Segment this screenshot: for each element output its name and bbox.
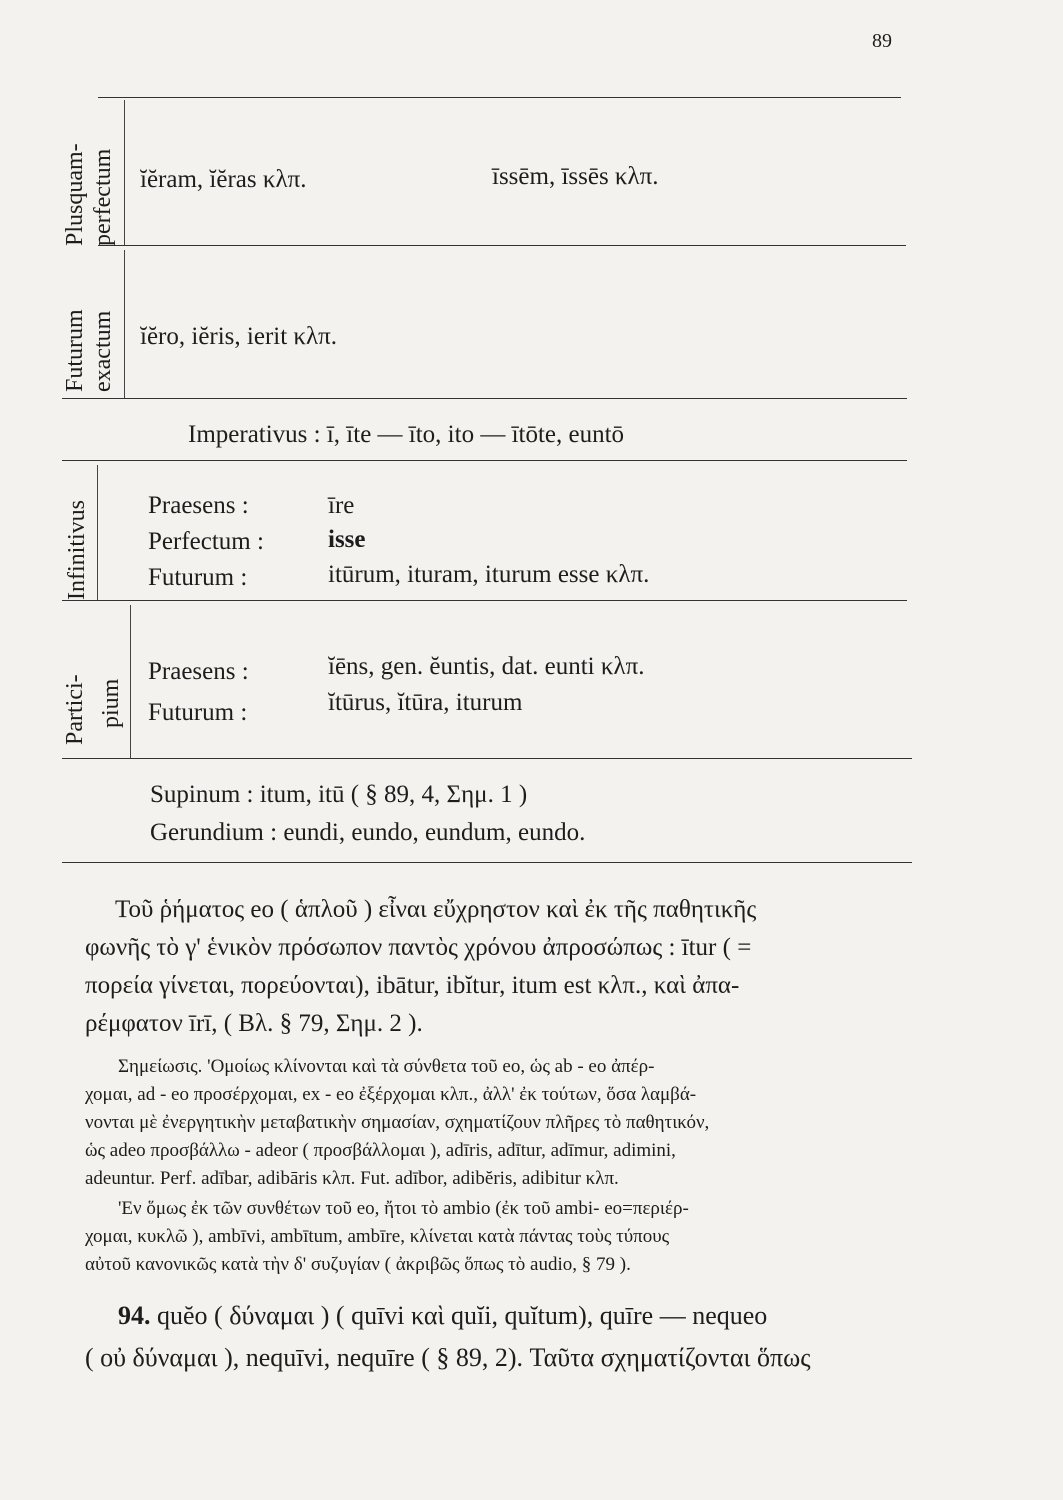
participium-praesens-label: Praesens :: [148, 658, 249, 685]
page-number: 89: [872, 30, 892, 52]
side-label-plusquam-2: perfectum: [90, 148, 116, 246]
section-94-text-1: quĕo ( δύναμαι ) ( quīvi καὶ quĭi, quĭtum), quīre — nequeo: [157, 1301, 768, 1330]
note-line-8: αὐτοῦ κανονικῶς κατὰ τὴν δ' συζυγίαν ( ἀκριβῶς ὅπως τὸ audio, § 79 ).: [85, 1254, 631, 1275]
side-label-futurum-1: Futurum: [62, 309, 88, 392]
rule-after-participium: [62, 758, 912, 759]
table-top-rule: [98, 97, 901, 98]
infinitivus-praesens-label: Praesens :: [148, 492, 249, 519]
rule-after-infinitivus: [62, 600, 907, 601]
side-bar-futurum: [124, 250, 125, 398]
side-bar-plusquam: [124, 100, 125, 245]
section-94-line-2: ( οὐ δύναμαι ), nequīvi, nequīre ( § 89, 2). Ταῦτα σχηματίζονται ὅπως: [85, 1343, 811, 1372]
side-label-participium-1: Partici-: [62, 674, 88, 745]
plusquam-singular: ĭĕram, ĭĕras κλπ.: [140, 166, 307, 193]
paragraph-line-4: ρέμφατον īrī, ( Βλ. § 79, Σημ. 2 ).: [85, 1010, 423, 1037]
side-label-participium-2: pium: [98, 678, 124, 728]
paragraph-line-3: πορεία γίνεται, πορεύονται), ibātur, ibĭtur, itum est κλπ., καὶ ἀπα-: [85, 972, 740, 999]
infinitivus-perfectum-label: Perfectum :: [148, 528, 264, 555]
participium-futurum-value: ĭtūrus, ĭtūra, iturum: [328, 689, 523, 716]
imperativus-line: Imperativus : ī, īte — īto, ito — ītōte, euntō: [188, 421, 625, 448]
note-line-2: χομαι, ad - eo προσέρχομαι, ex - eo ἐξέρχομαι κλπ., ἀλλ' ἐκ τούτων, ὅσα λαμβά-: [85, 1084, 697, 1105]
side-label-infinitivus: Infinitivus: [64, 500, 90, 600]
supinum-line: Supinum : itum, itū ( § 89, 4, Σημ. 1 ): [150, 781, 528, 808]
note-line-6: 'Εν ὅμως ἐκ τῶν συνθέτων τοῦ eo, ἤτοι τὸ ambio (ἐκ τοῦ ambi- eo=περιέρ-: [118, 1198, 689, 1219]
section-94-line-1: [118, 1300, 767, 1332]
plusquam-subjunctive: īssēm, īssēs κλπ.: [492, 163, 659, 190]
futurum-exactum-forms: ĭĕro, iĕris, ierit κλπ.: [140, 323, 338, 350]
note-line-5: adeuntur. Perf. adībar, adibāris κλπ. Fut. adībor, adibĕris, adibitur κλπ.: [85, 1168, 619, 1189]
section-94-number: 94.: [118, 1301, 151, 1330]
rule-after-imperativus: [62, 460, 907, 461]
infinitivus-perfectum-value: isse: [328, 526, 366, 553]
side-bar-infinitivus: [97, 465, 98, 600]
note-line-4: ὡς adeo προσβάλλω - adeor ( προσβάλλομαι ), adīris, adītur, adīmur, adimini,: [85, 1140, 676, 1161]
gerundium-line: Gerundium : eundi, eundo, eundum, eundo.: [150, 819, 586, 846]
table-bottom-rule: [62, 862, 912, 863]
infinitivus-futurum-value: itūrum, ituram, iturum esse κλπ.: [328, 561, 650, 588]
paragraph-line-2: φωνῆς τὸ γ' ἑνικὸν πρόσωπον παντὸς χρόνου ἀπροσώπως : ītur ( =: [85, 934, 752, 961]
side-label-futurum-2: exactum: [90, 310, 116, 392]
participium-futurum-label: Futurum :: [148, 699, 248, 726]
side-label-plusquam-1: Plusquam-: [62, 143, 88, 246]
infinitivus-futurum-label: Futurum :: [148, 564, 248, 591]
note-line-7: χομαι, κυκλῶ ), ambīvi, ambītum, ambīre, κλίνεται κατὰ πάντας τοὺς τύπους: [85, 1226, 670, 1247]
participium-praesens-value: ĭēns, gen. ĕuntis, dat. eunti κλπ.: [328, 653, 645, 680]
paragraph-line-1: Τοῦ ῥήματος eo ( ἁπλοῦ ) εἶναι εὔχρηστον καὶ ἐκ τῆς παθητικῆς: [115, 896, 757, 923]
side-bar-participium: [130, 605, 131, 758]
infinitivus-praesens-value: īre: [328, 492, 355, 519]
rule-after-futurum-exactum: [62, 398, 907, 399]
note-line-1: Σημείωσις. 'Ομοίως κλίνονται καὶ τὰ σύνθετα τοῦ eo, ὡς ab - eo ἀπέρ-: [118, 1056, 655, 1077]
note-line-3: νονται μὲ ἐνεργητικὴν μεταβατικὴν σημασίαν, σχηματίζουν πλῆρες τὸ παθητικόν,: [85, 1112, 710, 1133]
rule-after-plusquam: [98, 245, 906, 246]
